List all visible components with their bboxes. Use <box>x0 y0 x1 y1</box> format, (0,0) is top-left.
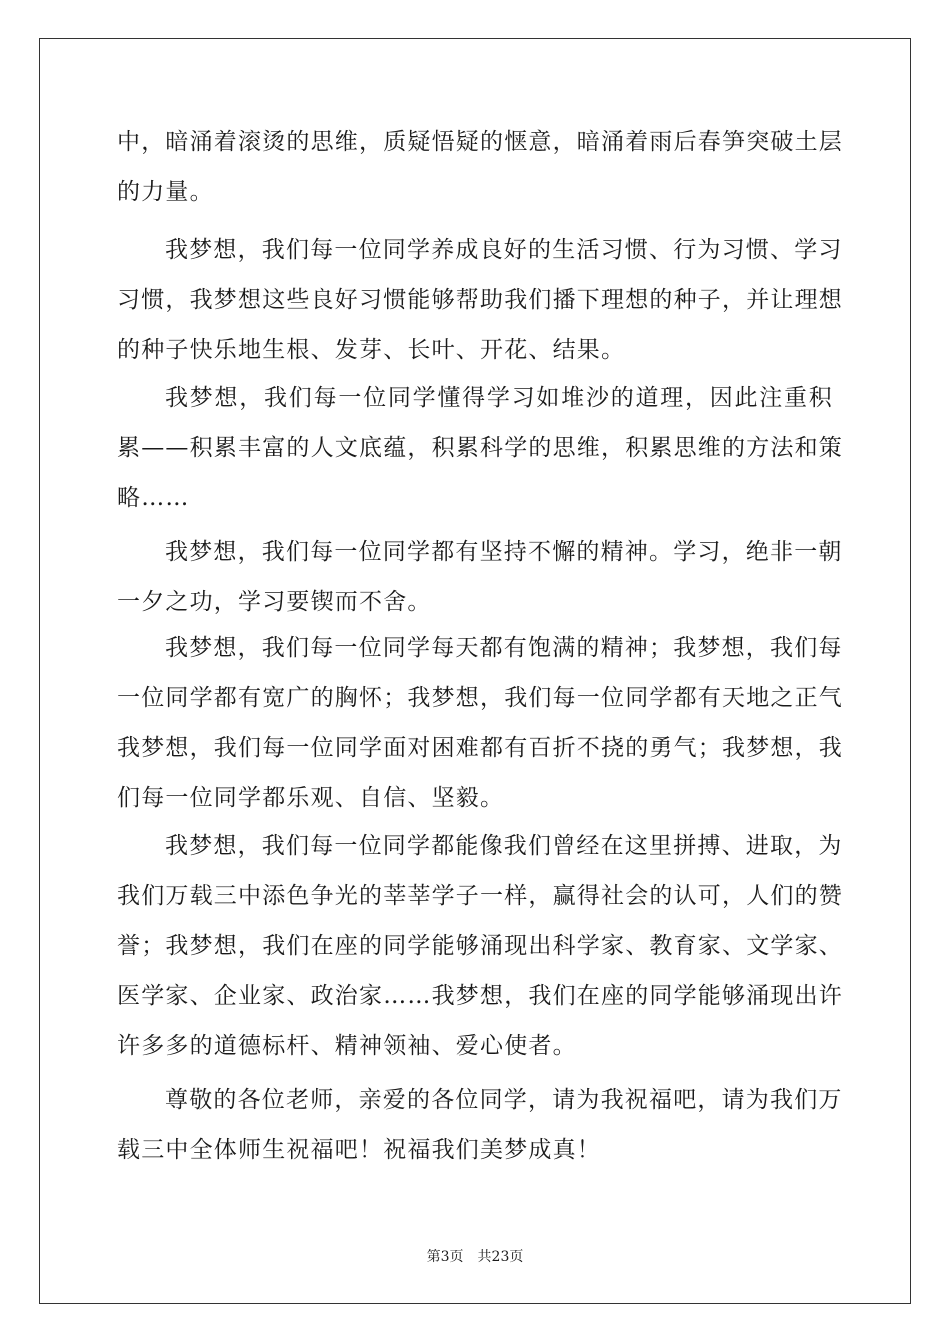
paragraph-first-line: 我梦想，我们每一位同学都有坚持不懈的精神。学习，绝非一朝 <box>165 539 843 565</box>
paragraph-first-line: 我梦想，我们每一位同学每天都有饱满的精神；我梦想，我们每 <box>165 635 843 661</box>
text-line: 累——积累丰富的人文底蕴，积累科学的思维，积累思维的方法和策 <box>117 435 843 461</box>
text-line: 我们万载三中添色争光的莘莘学子一样，赢得社会的认可，人们的赞 <box>117 883 843 909</box>
text-line: 载三中全体师生祝福吧！祝福我们美梦成真！ <box>117 1137 601 1163</box>
text-line: 中，暗涌着滚烫的思维，质疑悟疑的惬意，暗涌着雨后春笋突破土层 <box>117 129 843 155</box>
paragraph-first-line: 尊敬的各位老师，亲爱的各位同学，请为我祝福吧，请为我们万 <box>165 1087 843 1113</box>
text-line: 略…… <box>117 485 190 511</box>
text-line: 一夕之功，学习要锲而不舍。 <box>117 589 432 615</box>
text-line: 誉；我梦想，我们在座的同学能够涌现出科学家、教育家、文学家、 <box>117 933 843 959</box>
page-total: 共23页 <box>477 1249 524 1265</box>
page-number: 第3页 <box>426 1249 464 1265</box>
text-line: 们每一位同学都乐观、自信、坚毅。 <box>117 785 505 811</box>
page-footer <box>0 1247 950 1267</box>
text-line: 习惯，我梦想这些良好习惯能够帮助我们播下理想的种子，并让理想 <box>117 287 843 313</box>
text-line: 的力量。 <box>117 179 214 205</box>
text-line: 的种子快乐地生根、发芽、长叶、开花、结果。 <box>117 337 626 363</box>
paragraph-first-line: 我梦想，我们每一位同学都能像我们曾经在这里拼搏、进取，为 <box>165 833 843 859</box>
text-line: 许多多的道德标杆、精神领袖、爱心使者。 <box>117 1033 577 1059</box>
paragraph-first-line: 我梦想，我们每一位同学懂得学习如堆沙的道理，因此注重积 <box>165 385 833 411</box>
paragraph-first-line: 我梦想，我们每一位同学养成良好的生活习惯、行为习惯、学习 <box>165 237 843 263</box>
text-line: 我梦想，我们每一位同学面对困难都有百折不挠的勇气；我梦想，我 <box>117 735 843 761</box>
text-line: 一位同学都有宽广的胸怀；我梦想，我们每一位同学都有天地之正气 <box>117 685 843 711</box>
text-line: 医学家、企业家、政治家……我梦想，我们在座的同学能够涌现出许 <box>117 983 843 1009</box>
